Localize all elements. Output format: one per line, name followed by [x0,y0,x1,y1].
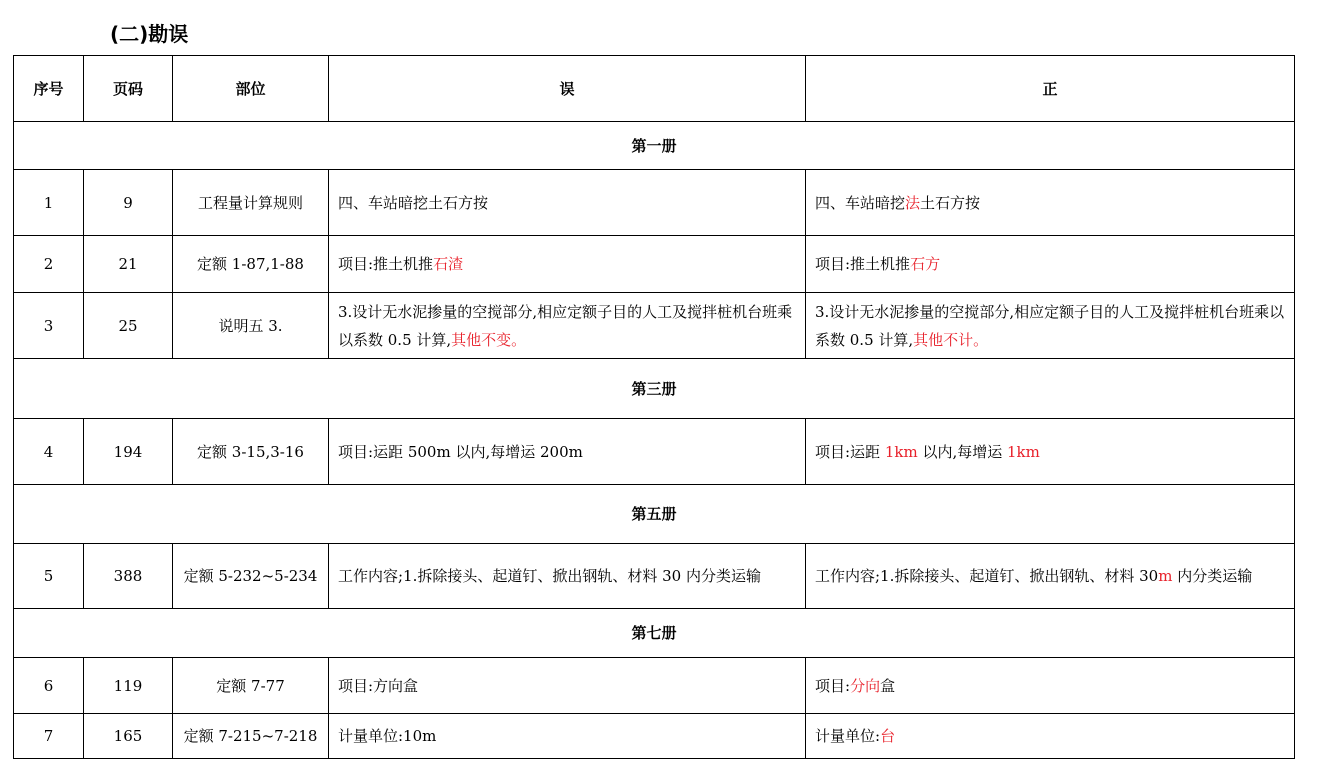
correction-highlight: 台 [880,727,896,745]
correction-highlight: 石方 [910,255,941,273]
row-location: 工程量计算规则 [173,170,329,236]
error-highlight: 石渣 [433,255,464,273]
row-location: 定额 1-87,1-88 [173,236,329,293]
row-no: 5 [14,544,84,609]
row-wrong [329,714,806,759]
wrong-text: 项目:方向盒 [338,676,419,695]
row-wrong [329,658,806,714]
row-wrong [329,419,806,485]
section-title: 第五册 [14,485,1295,544]
row-wrong [329,293,806,359]
correction-highlight: 分向 [850,676,881,695]
table-row [14,419,1295,485]
correction-highlight: 1km [1007,442,1040,461]
row-wrong [329,170,806,236]
section-title: 第一册 [14,122,1295,170]
col-header-correct: 正 [806,56,1295,122]
section-row [14,122,1295,170]
table-row [14,658,1295,714]
row-page: 165 [84,714,173,759]
wrong-text: 四、车站暗挖土石方按 [338,193,489,212]
section-title: 第三册 [14,359,1295,419]
correct-text: 盒 [880,676,896,695]
section-row [14,359,1295,419]
row-page: 119 [84,658,173,714]
errata-table [13,55,1295,759]
section-row [14,485,1295,544]
row-location: 定额 7-77 [173,658,329,714]
correct-text: 以内,每增运 [917,442,1007,461]
row-page: 194 [84,419,173,485]
row-page: 25 [84,293,173,359]
correction-highlight: 1km [884,442,918,461]
row-no: 1 [14,170,84,236]
row-correct [806,544,1295,609]
row-no: 7 [14,714,84,759]
col-header-page: 页码 [84,56,173,122]
correct-text: 项目:推土机推 [815,255,911,273]
table-row [14,544,1295,609]
correct-text: 工作内容;1.拆除接头、起道钉、掀出钢轨、材料 30 [815,567,1159,585]
wrong-text: 项目:运距 500m 以内,每增运 200m [338,442,583,461]
table-row [14,170,1295,236]
section-heading: (二)勘误 [110,22,189,46]
col-header-wrong: 误 [329,56,806,122]
row-wrong [329,544,806,609]
row-correct [806,236,1295,293]
row-location: 定额 3-15,3-16 [173,419,329,485]
correct-text: 四、车站暗挖 [815,193,906,212]
correction-highlight: 法 [905,193,921,212]
row-correct [806,419,1295,485]
row-page: 9 [84,170,173,236]
table-row [14,293,1295,359]
section-title: 第七册 [14,609,1295,658]
section-row [14,609,1295,658]
table-row [14,714,1295,759]
correct-text: 3.设计无水泥掺量的空搅部分,相应定额子目的人工及搅拌桩机台班乘以系数 0.5 计算, [815,302,1285,349]
wrong-text: 3.设计无水泥掺量的空搅部分,相应定额子目的人工及搅拌桩机台班乘以系数 0.5 计算, [338,302,793,349]
col-header-no: 序号 [14,56,84,122]
correction-highlight: 其他不计。 [913,330,989,349]
correct-text: 项目:运距 [815,442,885,461]
row-location: 定额 5-232~5-234 [173,544,329,609]
row-no: 2 [14,236,84,293]
correct-text: 内分类运输 [1172,567,1253,585]
row-correct [806,714,1295,759]
correct-text: 项目: [815,676,851,695]
correct-text: 土石方按 [920,193,981,212]
row-location: 说明五 3. [173,293,329,359]
row-page: 388 [84,544,173,609]
wrong-text: 项目:推土机推 [338,255,434,273]
row-location: 定额 7-215~7-218 [173,714,329,759]
row-correct [806,170,1295,236]
wrong-text: 工作内容;1.拆除接头、起道钉、掀出钢轨、材料 30 内分类运输 [338,567,761,585]
col-header-location: 部位 [173,56,329,122]
table-row [14,236,1295,293]
row-wrong [329,236,806,293]
row-correct [806,658,1295,714]
correction-highlight: m [1158,567,1173,585]
row-no: 6 [14,658,84,714]
row-correct [806,293,1295,359]
row-no: 4 [14,419,84,485]
row-no: 3 [14,293,84,359]
correct-text: 计量单位: [815,727,881,745]
error-highlight: 其他不变。 [451,330,527,349]
row-page: 21 [84,236,173,293]
header-row [14,56,1295,122]
wrong-text: 计量单位:10m [338,727,437,745]
